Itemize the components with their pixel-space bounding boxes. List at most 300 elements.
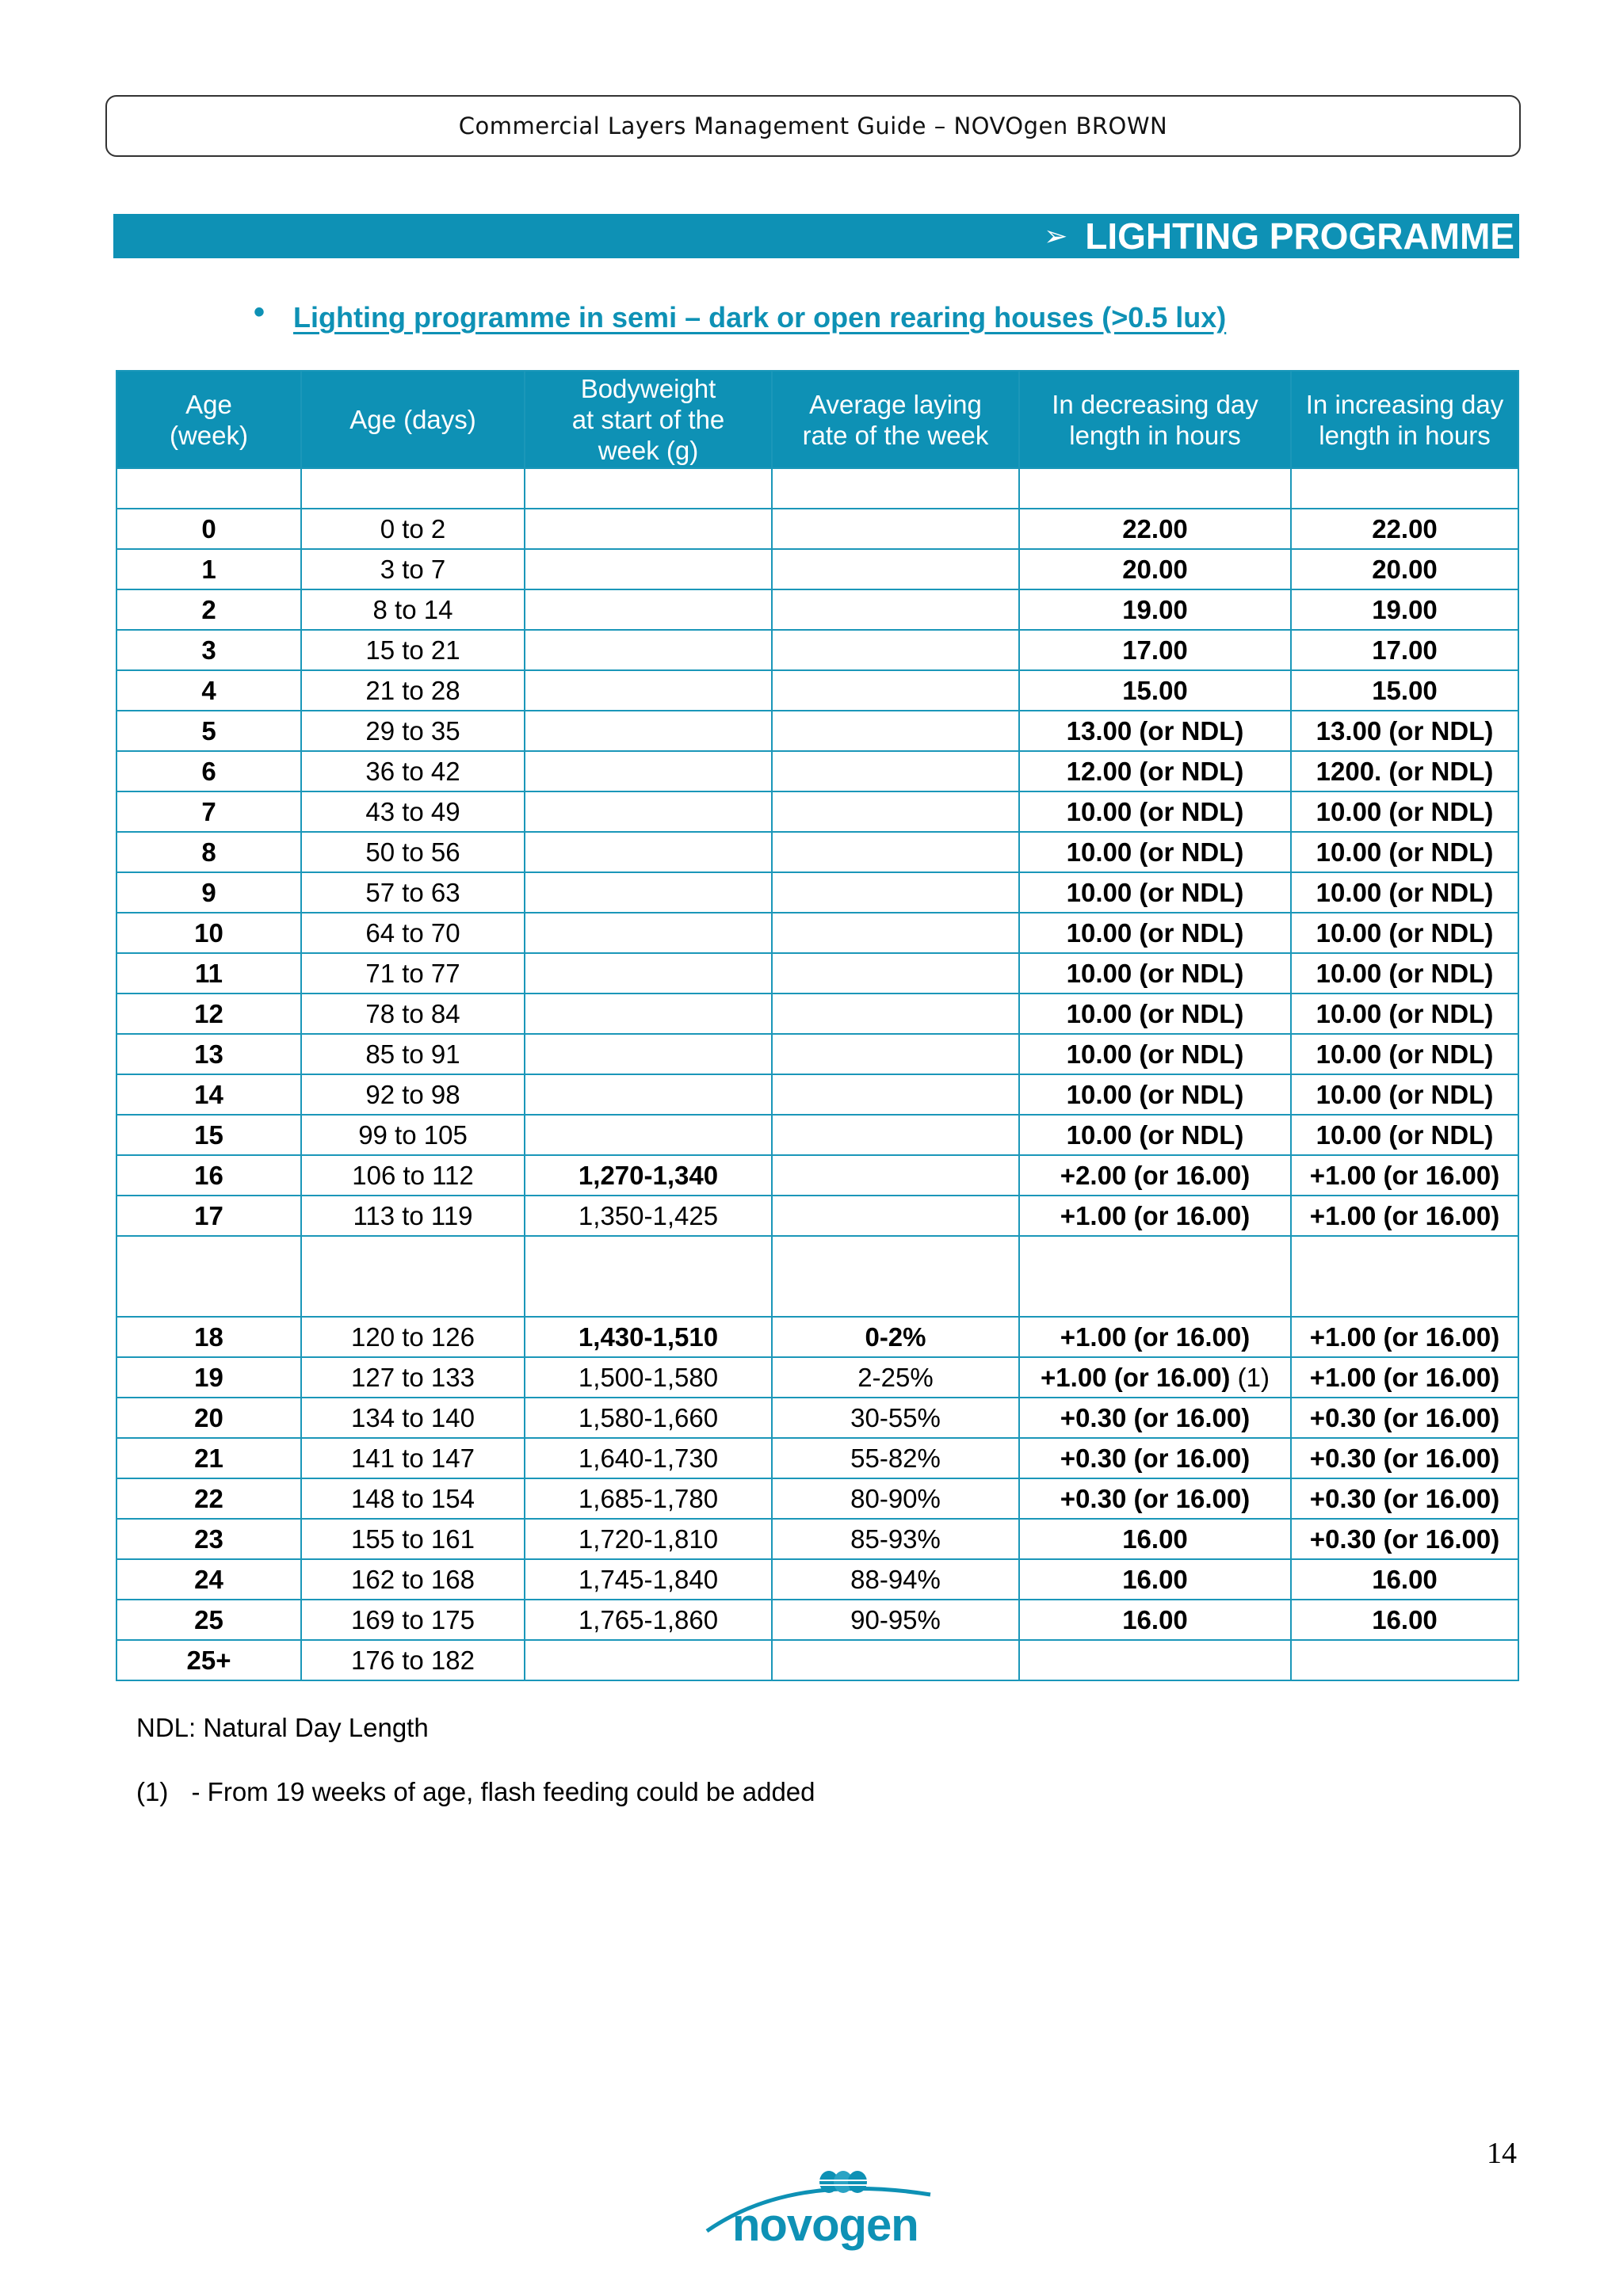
cell-decreasing [1019,1074,1291,1115]
cell-value: 134 to 140 [351,1402,475,1432]
cell-age-week [116,913,301,953]
cell-bodyweight [525,1559,772,1600]
cell-value: 113 to 119 [353,1200,473,1230]
cell-laying-rate [772,791,1019,832]
table-row [116,1317,1518,1357]
cell-value: 16.00 [1122,1524,1188,1554]
col-header-age-week [116,371,301,468]
cell-increasing [1291,589,1518,630]
empty-cell [1019,468,1291,509]
cell-laying-rate [772,1155,1019,1196]
empty-cell [1019,1236,1291,1317]
cell-value: +1.00 (or 16.00) [1041,1362,1231,1392]
cell-decreasing [1019,832,1291,872]
table-row [116,994,1518,1034]
table-row [116,1640,1518,1680]
table-row [116,1398,1518,1438]
cell-decreasing [1019,549,1291,589]
table-row [116,913,1518,953]
cell-value: 13.00 (or NDL) [1316,715,1494,746]
cell-laying-rate [772,994,1019,1034]
cell-decreasing [1019,1559,1291,1600]
footnote-number: (1) [136,1777,169,1806]
header-line: In decreasing day [1052,389,1258,419]
cell-value: 19.00 [1372,594,1438,624]
cell-laying-rate [772,509,1019,549]
cell-value: 15.00 [1122,675,1188,705]
table-row [116,1519,1518,1559]
cell-value: +1.00 (or 16.00) [1309,1362,1500,1392]
table-row [116,509,1518,549]
cell-bodyweight [525,509,772,549]
cell-value: +0.30 (or 16.00) [1060,1443,1251,1473]
cell-age-days [301,1034,525,1074]
cell-value: 90-95% [850,1604,941,1634]
cell-value: 15.00 [1372,675,1438,705]
cell-value: +1.00 (or 16.00) [1309,1160,1500,1190]
cell-value: 21 [194,1443,223,1473]
cell-value: 1,270-1,340 [578,1160,719,1190]
cell-value: 120 to 126 [351,1322,475,1352]
cell-age-days [301,1074,525,1115]
cell-value: 85 to 91 [365,1039,460,1069]
cell-bodyweight [525,872,772,913]
table-row [116,1600,1518,1640]
cell-bodyweight [525,549,772,589]
cell-laying-rate [772,711,1019,751]
cell-value: 36 to 42 [365,756,460,786]
cell-age-week [116,1196,301,1236]
cell-increasing [1291,670,1518,711]
cell-bodyweight [525,913,772,953]
cell-age-week [116,1357,301,1398]
cell-age-days [301,1155,525,1196]
cell-value: 29 to 35 [365,715,460,746]
cell-value: 0-2% [865,1322,926,1352]
cell-value: 25 [194,1604,223,1634]
cell-value: 20.00 [1372,554,1438,584]
cell-value: 10 [194,917,223,948]
cell-bodyweight [525,1519,772,1559]
empty-cell [1291,1236,1518,1317]
cell-value: 6 [201,756,216,786]
cell-value: 10.00 (or NDL) [1066,796,1244,826]
footnote-text: - From 19 weeks of age, flash feeding could be added [191,1777,815,1806]
cell-age-week [116,549,301,589]
table-row [116,953,1518,994]
cell-bodyweight [525,1155,772,1196]
cell-bodyweight [525,791,772,832]
header-line: Bodyweight [580,374,716,403]
cell-decreasing [1019,1155,1291,1196]
cell-value: +0.30 (or 16.00) [1309,1524,1500,1554]
cell-value: +0.30 (or 16.00) [1309,1443,1500,1473]
cell-age-days [301,1600,525,1640]
cell-laying-rate [772,1438,1019,1478]
cell-value: 141 to 147 [351,1443,475,1473]
cell-increasing [1291,630,1518,670]
cell-age-days [301,832,525,872]
col-header-laying-rate [772,371,1019,468]
table-row [116,549,1518,589]
cell-value: 15 to 21 [365,635,460,665]
logo-text: novogen [732,2199,918,2251]
cell-decreasing [1019,509,1291,549]
cell-value: 14 [194,1079,223,1109]
cell-decreasing [1019,1519,1291,1559]
cell-age-days [301,791,525,832]
cell-value: +2.00 (or 16.00) [1060,1160,1251,1190]
cell-bodyweight [525,630,772,670]
cell-increasing [1291,1600,1518,1640]
table-row [116,751,1518,791]
cell-value: 80-90% [850,1483,941,1513]
cell-laying-rate [772,832,1019,872]
bullet-icon: • [254,295,265,330]
empty-cell [116,468,301,509]
cell-age-days [301,670,525,711]
cell-laying-rate [772,913,1019,953]
cell-age-week [116,670,301,711]
cell-decreasing [1019,751,1291,791]
cell-bodyweight [525,589,772,630]
cell-value: 10.00 (or NDL) [1066,958,1244,988]
cell-decreasing [1019,1115,1291,1155]
cell-laying-rate [772,1640,1019,1680]
cell-value: 88-94% [850,1564,941,1594]
cell-laying-rate [772,1317,1019,1357]
footnote-marker: (1) [1237,1362,1270,1392]
cell-value: 106 to 112 [352,1160,474,1190]
document-header [105,95,1521,157]
cell-value: 1200. (or NDL) [1316,756,1494,786]
cell-value: 10.00 (or NDL) [1066,837,1244,867]
cell-value: 0 [201,513,216,543]
cell-laying-rate [772,751,1019,791]
cell-bodyweight [525,751,772,791]
cell-value: 10.00 (or NDL) [1066,917,1244,948]
empty-cell [772,1236,1019,1317]
table-row [116,630,1518,670]
cell-increasing [1291,509,1518,549]
cell-increasing [1291,1478,1518,1519]
header-line: In increasing day [1305,389,1504,419]
cell-value: 15 [194,1119,223,1150]
cell-age-days [301,994,525,1034]
cell-bodyweight [525,1438,772,1478]
cell-value: 1,640-1,730 [578,1443,719,1473]
cell-value: 92 to 98 [365,1079,460,1109]
spacer-row [116,468,1518,509]
cell-increasing [1291,1559,1518,1600]
cell-value: 10.00 (or NDL) [1316,877,1494,907]
cell-bodyweight [525,832,772,872]
header-line: length in hours [1319,420,1491,450]
cell-bodyweight [525,711,772,751]
empty-cell [301,468,525,509]
cell-laying-rate [772,630,1019,670]
cell-age-week [116,1074,301,1115]
table-row [116,1438,1518,1478]
page-number: 14 [1487,2137,1517,2170]
cell-value: 127 to 133 [351,1362,475,1392]
cell-value: 11 [195,958,223,988]
cell-value: +0.30 (or 16.00) [1309,1402,1500,1432]
cell-laying-rate [772,670,1019,711]
cell-value: 8 [201,837,216,867]
cell-value: 10.00 (or NDL) [1316,958,1494,988]
cell-increasing [1291,1519,1518,1559]
cell-decreasing [1019,994,1291,1034]
cell-value: 10.00 (or NDL) [1316,998,1494,1028]
cell-age-days [301,1519,525,1559]
cell-value: +1.00 (or 16.00) [1309,1322,1500,1352]
cell-age-week [116,1398,301,1438]
cell-value: 1,500-1,580 [578,1362,719,1392]
cell-value: 8 to 14 [372,594,453,624]
cell-laying-rate [772,1034,1019,1074]
cell-value: 10.00 (or NDL) [1316,1119,1494,1150]
cell-decreasing [1019,711,1291,751]
cell-value: 23 [194,1524,223,1554]
cell-value: 12.00 (or NDL) [1066,756,1244,786]
cell-age-week [116,791,301,832]
cell-increasing [1291,1398,1518,1438]
header-title: Commercial Layers Management Guide – NOVOgen BROWN [458,113,1168,139]
cell-decreasing [1019,913,1291,953]
cell-value: 16.00 [1122,1564,1188,1594]
cell-age-week [116,1640,301,1680]
header-line: (week) [169,420,249,450]
cell-value: 19 [194,1362,223,1392]
cell-increasing [1291,913,1518,953]
cell-value: 16.00 [1372,1564,1438,1594]
cell-laying-rate [772,1196,1019,1236]
cell-value: 10.00 (or NDL) [1066,1039,1244,1069]
cell-age-week [116,1034,301,1074]
cell-value: 4 [201,675,216,705]
cell-age-week [116,711,301,751]
table-row [116,1196,1518,1236]
table-row [116,1155,1518,1196]
cell-age-week [116,1438,301,1478]
table-header-row [116,371,1518,468]
table-row [116,1074,1518,1115]
cell-value: 50 to 56 [365,837,460,867]
header-line: Average laying [809,389,982,419]
cell-increasing [1291,1640,1518,1680]
cell-laying-rate [772,1478,1019,1519]
section-title: LIGHTING PROGRAMME [1085,215,1514,257]
cell-value: 19.00 [1122,594,1188,624]
cell-value: 13 [194,1039,223,1069]
cell-increasing [1291,1317,1518,1357]
cell-value: 1,765-1,860 [578,1604,719,1634]
cell-value: +0.30 (or 16.00) [1060,1402,1251,1432]
cell-laying-rate [772,589,1019,630]
cell-age-days [301,913,525,953]
table-row [116,1115,1518,1155]
cell-bodyweight [525,953,772,994]
cell-value: 43 to 49 [365,796,460,826]
cell-bodyweight [525,1600,772,1640]
cell-age-days [301,1478,525,1519]
cell-decreasing [1019,1317,1291,1357]
cell-age-week [116,1478,301,1519]
cell-value: 13.00 (or NDL) [1066,715,1244,746]
cell-value: 10.00 (or NDL) [1066,1119,1244,1150]
cell-value: 10.00 (or NDL) [1316,1039,1494,1069]
cell-increasing [1291,1196,1518,1236]
cell-age-week [116,1317,301,1357]
cell-value: 17.00 [1122,635,1188,665]
cell-laying-rate [772,1559,1019,1600]
col-header-decreasing [1019,371,1291,468]
cell-bodyweight [525,1478,772,1519]
empty-cell [525,1236,772,1317]
cell-value: 162 to 168 [351,1564,475,1594]
cell-bodyweight [525,1115,772,1155]
cell-laying-rate [772,1357,1019,1398]
cell-value: +0.30 (or 16.00) [1309,1483,1500,1513]
cell-value: 21 to 28 [365,675,460,705]
col-header-age-days [301,371,525,468]
cell-value: 64 to 70 [365,917,460,948]
cell-value: 16.00 [1372,1604,1438,1634]
cell-decreasing [1019,872,1291,913]
cell-bodyweight [525,1034,772,1074]
cell-age-days [301,509,525,549]
cell-value: 55-82% [850,1443,941,1473]
table-subtitle [254,295,1227,335]
cell-age-days [301,1398,525,1438]
cell-value: 22.00 [1122,513,1188,543]
cell-increasing [1291,1357,1518,1398]
header-line: at start of the [571,405,725,434]
header-line: Age (days) [349,405,476,434]
cell-value: 10.00 (or NDL) [1316,1079,1494,1109]
cell-age-week [116,953,301,994]
col-header-increasing [1291,371,1518,468]
cell-value: 176 to 182 [351,1645,475,1675]
cell-age-days [301,872,525,913]
cell-value: 169 to 175 [351,1604,475,1634]
cell-age-week [116,994,301,1034]
table-row [116,711,1518,751]
cell-value: 3 [201,635,216,665]
cell-value: +1.00 (or 16.00) [1060,1200,1251,1230]
header-line: rate of the week [802,420,989,450]
header-line: Age [185,389,232,419]
cell-value: 1,430-1,510 [578,1322,719,1352]
cell-value: 85-93% [850,1524,941,1554]
cell-bodyweight [525,1357,772,1398]
table-row [116,670,1518,711]
cell-value: 57 to 63 [365,877,460,907]
cell-age-week [116,872,301,913]
cell-value: 30-55% [850,1402,941,1432]
cell-increasing [1291,1115,1518,1155]
subtitle-text: Lighting programme in semi – dark or open rearing houses (>0.5 lux) [293,300,1227,334]
cell-value: 10.00 (or NDL) [1066,998,1244,1028]
cell-decreasing [1019,670,1291,711]
cell-decreasing [1019,589,1291,630]
cell-bodyweight [525,670,772,711]
cell-value: 71 to 77 [365,958,460,988]
table-row [116,589,1518,630]
cell-value: 1 [201,554,216,584]
cell-age-week [116,1600,301,1640]
cell-bodyweight [525,1317,772,1357]
cell-increasing [1291,751,1518,791]
cell-value: 12 [194,998,223,1028]
empty-cell [116,1236,301,1317]
cell-increasing [1291,711,1518,751]
cell-value: 155 to 161 [351,1524,475,1554]
cell-laying-rate [772,549,1019,589]
cell-value: 1,720-1,810 [578,1524,719,1554]
cell-decreasing [1019,953,1291,994]
cell-laying-rate [772,1600,1019,1640]
footnote [136,1777,815,1807]
cell-value: 7 [201,796,216,826]
cell-age-days [301,1115,525,1155]
cell-value: 1,580-1,660 [578,1402,719,1432]
cell-decreasing [1019,1398,1291,1438]
header-line: length in hours [1069,420,1241,450]
cell-laying-rate [772,1398,1019,1438]
cell-age-days [301,711,525,751]
cell-age-week [116,589,301,630]
cell-laying-rate [772,1115,1019,1155]
table-row [116,1559,1518,1600]
header-line: week (g) [598,436,699,465]
cell-increasing [1291,791,1518,832]
cell-value: 9 [201,877,216,907]
cell-value: +1.00 (or 16.00) [1309,1200,1500,1230]
cell-value: 1,745-1,840 [578,1564,719,1594]
table-row [116,832,1518,872]
cell-value: +0.30 (or 16.00) [1060,1483,1251,1513]
cell-decreasing [1019,1640,1291,1680]
cell-age-week [116,509,301,549]
cell-value: 16.00 [1122,1604,1188,1634]
cell-decreasing [1019,791,1291,832]
cell-decreasing [1019,1438,1291,1478]
cell-value: 22.00 [1372,513,1438,543]
cell-value: 10.00 (or NDL) [1066,877,1244,907]
cell-laying-rate [772,1074,1019,1115]
table-row [116,791,1518,832]
cell-decreasing [1019,1478,1291,1519]
cell-value: 2-25% [857,1362,934,1392]
cell-increasing [1291,1034,1518,1074]
cell-age-days [301,1559,525,1600]
cell-value: 10.00 (or NDL) [1066,1079,1244,1109]
cell-age-week [116,1155,301,1196]
cell-age-week [116,832,301,872]
cell-decreasing [1019,630,1291,670]
cell-laying-rate [772,953,1019,994]
cell-value: 17.00 [1372,635,1438,665]
section-banner [113,214,1519,258]
ndl-note: NDL: Natural Day Length [136,1713,429,1742]
table-row [116,872,1518,913]
cell-decreasing [1019,1034,1291,1074]
cell-age-days [301,589,525,630]
cell-increasing [1291,872,1518,913]
cell-age-week [116,1519,301,1559]
